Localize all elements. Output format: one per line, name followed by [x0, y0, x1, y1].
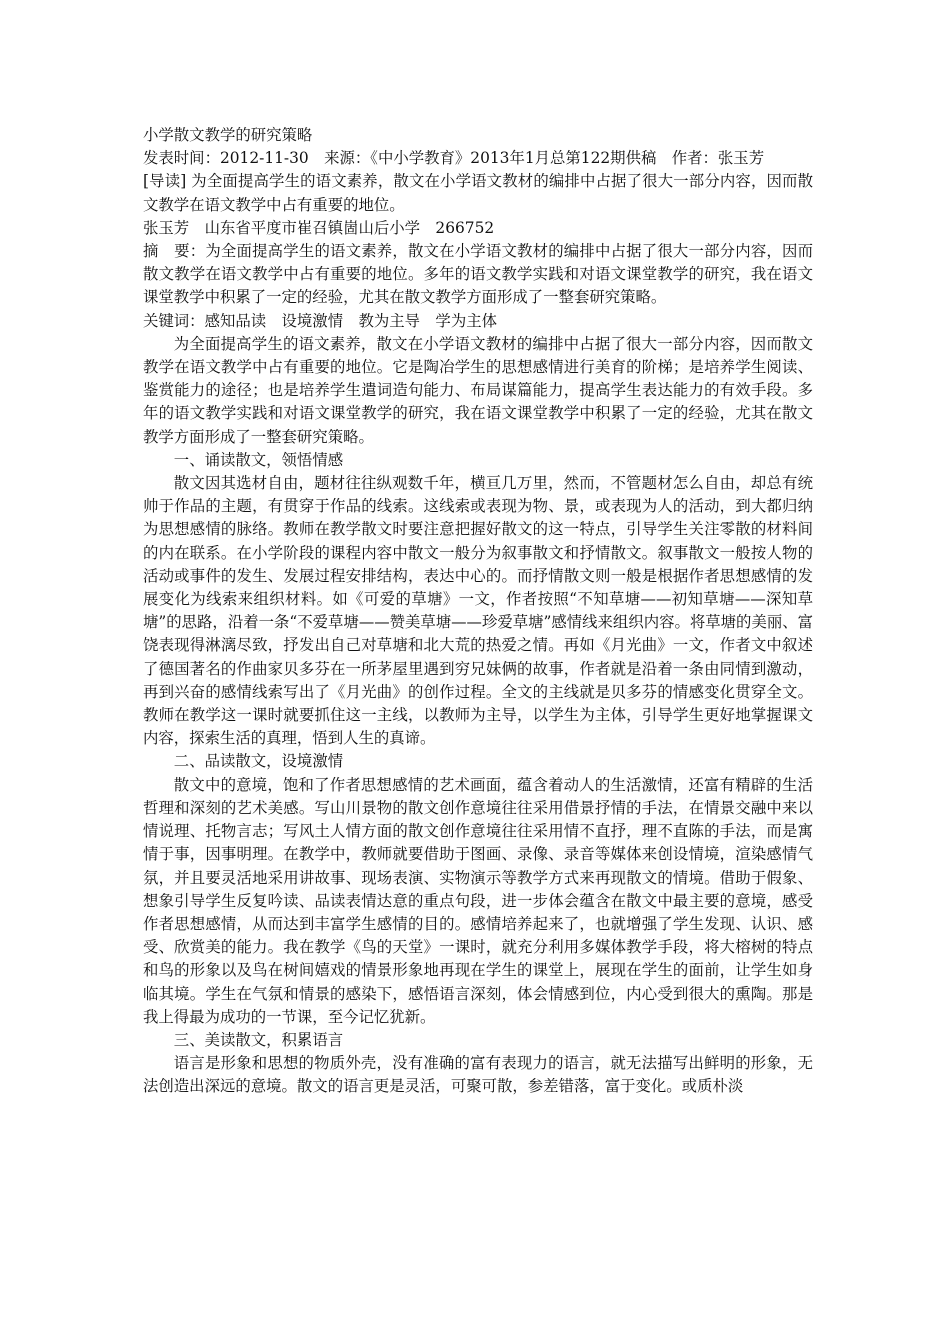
section-2-heading: 二、品读散文，设境激情 [173, 752, 344, 771]
section-1-paragraph: 散文因其选材自由，题材往往纵观数千年，横亘几万里，然而，不管题材怎么自由，却总有统帅于作品的主题，有贯穿于作品的线索。这线索或表现为物、景，或表现为人的活动，到大都归纳为思想感情的脉络。教师在教学散文时要注意把握好散文的这一特点，引导学生关注零散的材料间的内在联系。在小学阶段的课程内容中散文一般分为叙事散文和抒情散文。叙事散文一般按人物的活动或事件的发生、发展过程安排结构，表达中心的。而抒情散文则一般是根据作者思想感情的发展变化为线索来组织材料。如《可爱的草塘》一文，作者按照“不知草塘——初知草塘——深知草塘”的思路，沿着一条“不爱草塘——赞美草塘——珍爱草塘”感情线来组织内容。将草塘的美丽、富饶表现得淋漓尽致，抒发出自己对草塘和北大荒的热爱之情。再如《月光曲》一文，作者文中叙述了德国著名的作曲家贝多芬在一所茅屋里遇到穷兄妹俩的故事，作者就是沿着一条由同情到激动，再到兴奋的感情线索写出了《月光曲》的创作过程。全文的主线就是贝多芬的情感变化贯穿全文。教师在教学这一课时就要抓住这一主线，以教师为主导，以学生为主体，引导学生更好地掌握课文内容，探索生活的真理，悟到人生的真谛。 [143, 474, 814, 748]
author-line: 张玉芳 山东省平度市崔召镇崮山后小学 266752 [143, 218, 495, 237]
section-3-paragraph: 语言是形象和思想的物质外壳，没有准确的富有表现力的语言，就无法描写出鲜明的形象，无法创造出深远的意境。散文的语言更是灵活，可聚可散，参差错落，富于变化。或质朴淡 [143, 1054, 813, 1096]
section-2-paragraph: 散文中的意境，饱和了作者思想感情的艺术画面，蕴含着动人的生活激情，还富有精辟的生活哲理和深刻的艺术美感。写山川景物的散文创作意境往往采用借景抒情的手法，在情景交融中来以情说理、托物言志；写风土人情方面的散文创作意境往往采用情不直抒，理不直陈的手法，而是寓情于事，因事明理。在教学中，教师就要借助于图画、录像、录音等媒体来创设情境，渲染感情气氛，并且要灵活地采用讲故事、现场表演、实物演示等教学方式来再现散文的情境。借助于假象、想象引导学生反复吟读、品读表情达意的重点句段，进一步体会蕴含在散文中最主要的意境，感受作者思想感情，从而达到丰富学生感情的目的。感情培养起来了，也就增强了学生发现、认识、感受、欣赏美的能力。我在教学《鸟的天堂》一课时，就充分利用多媒体教学手段，将大榕树的特点和鸟的形象以及鸟在树间嬉戏的情景形象地再现在学生的课堂上，展现在学生的面前，让学生如身临其境。学生在气氛和情景的感染下，感悟语言深刻，体会情感到位，内心受到很大的熏陶。那是我上得最为成功的一节课，至今记忆犹新。 [143, 775, 813, 1026]
document-page [143, 124, 813, 1099]
article-title: 小学散文教学的研究策略 [143, 126, 313, 144]
guide-paragraph: [导读] 为全面提高学生的语文素养，散文在小学语文教材的编排中占据了很大一部分内容，因而散文教学在语文教学中占有重要的地位。 [143, 172, 813, 214]
section-1-heading: 一、诵读散文，领悟情感 [173, 450, 344, 469]
intro-paragraph: 为全面提高学生的语文素养，散文在小学语文教材的编排中占据了很大一部分内容，因而散文教学在语文教学中占有重要的地位。它是陶冶学生的思想感情进行美育的阶梯；是培养学生阅读、鉴赏能力的途径；也是培养学生遣词造句能力、布局谋篇能力，提高学生表达能力的有效手段。多年的语文教学实践和对语文课堂教学的研究，我在语文课堂教学中积累了一定的经验，尤其在散文教学方面形成了一整套研究策略。 [143, 334, 813, 446]
section-3-heading: 三、美读散文，积累语言 [173, 1030, 344, 1049]
abstract-paragraph: 摘 要：为全面提高学生的语文素养，散文在小学语文教材的编排中占据了很大一部分内容，因而散文教学在语文教学中占有重要的地位。多年的语文教学实践和对语文课堂教学的研究，我在语文课堂教学中积累了一定的经验，尤其在散文教学方面形成了一整套研究策略。 [143, 242, 813, 307]
keywords-line: 关键词：感知品读 设境激情 教为主导 学为主体 [143, 311, 497, 330]
publish-info: 发表时间：2012-11-30 来源：《中小学教育》2013年1月总第122期供稿 作者：张玉芳 [143, 149, 765, 168]
